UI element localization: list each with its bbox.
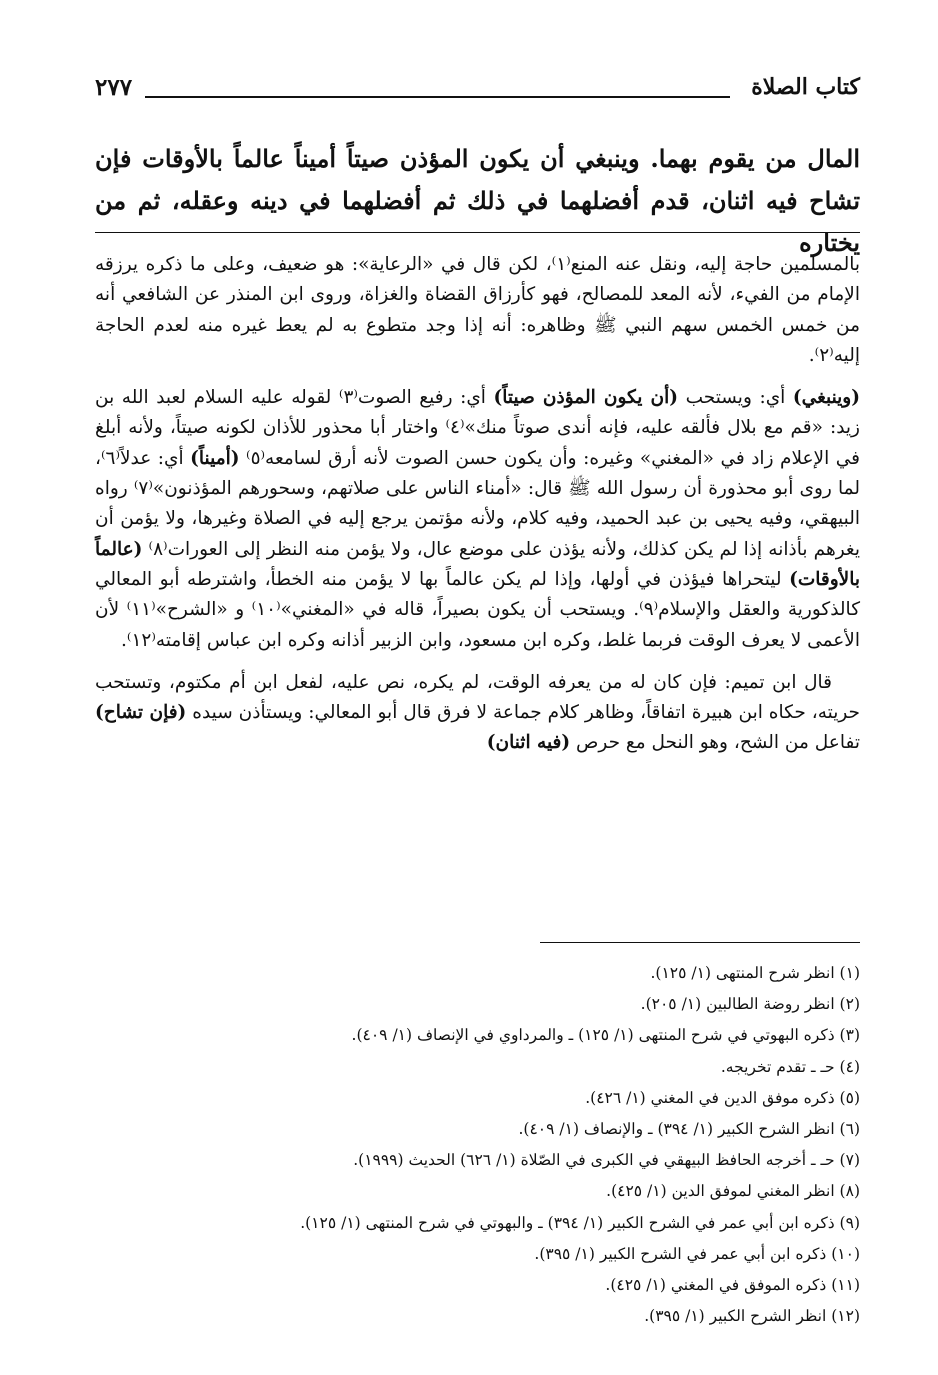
quoted-text: (فإن تشاح) [95, 702, 187, 724]
page-header [95, 70, 860, 110]
footnote: (١) انظر شرح المنتهى (١/ ١٢٥). [650, 964, 860, 982]
footnote: (٨) انظر المغني لموفق الدين (١/ ٤٢٥). [606, 1182, 860, 1201]
footnote: (٤) حـ ـ تقدم تخريجه. [720, 1057, 860, 1076]
footnotes [95, 958, 860, 1332]
main-text-line: تشاح فيه اثنان، قدم أفضلهما في ذلك ثم أفضلهما في دينه وعقله، ثم من يختاره [95, 186, 860, 257]
footnote: (٢) انظر روضة الطالبين (١/ ٢٠٥). [640, 995, 860, 1014]
commentary-paragraph: بالمسلمين حاجة إليه، ونقل عنه المنع⁽١⁾، لكن قال في «الرعاية»: هو ضعيف، وعلى ما ذكره يرزقه الإمام من الفيء، لأنه المعد للمصالح، فهو كأرزاق القضاة والغزاة، وروى ابن المنذر عن الشافعي أنه من خمس الخمس سهم النبي ﷺ وظاهره: أنه إذا وجد متطوع به لم يعط غيره منه لعدم الحاجة إليه⁽٢⁾. [95, 254, 861, 366]
footnote: (٦) انظر الشرح الكبير (١/ ٣٩٤) ـ والإنصاف (١/ ٤٠٩). [518, 1120, 860, 1139]
commentary-text: أي: عدلاً⁽٦⁾، لما روى أبو محذورة أن رسول الله ﷺ قال: «أمناء الناس على صلاتهم، وسحورهم المؤذنون»⁽٧⁾ رواه البيهقي، وفيه يحيى بن عبد الحميد، وفيه كلام، ولأنه مؤتمن يرجع إليه في الصلاة وغيرها، ولا يؤمن أن يغرهم بأذانه إذا لم يكن كذلك، ولأنه يؤذن على موضع عال، ولا يؤمن منه النظر إلى العورات⁽٨⁾ [95, 447, 861, 560]
quoted-text: (عالماً بالأوقات) [95, 538, 860, 590]
quoted-text: (أميناً) [190, 447, 240, 469]
footnote: (٩) ذكره ابن أبي عمر في الشرح الكبير (١/ ٣٩٤) ـ والبهوتي في شرح المنتهى (١/ ١٢٥). [300, 1213, 860, 1232]
commentary-text: ليتحراها فيؤذن في أولها، وإذا لم يكن عالماً بها لا يؤمن منه الخطأ، واشترطه أبو المعالي كالذكورية والعقل والإسلام⁽٩⁾. ويستحب أن يكون بصيراً، قاله في «المغني»⁽١٠⁾ و «الشرح»⁽١١⁾ لأن الأعمى لا يعرف الوقت فربما غلط، وكره ابن مسعود، وابن الزبير أذانه وكره ابن عباس إقامته⁽١٢⁾. [95, 568, 860, 651]
footnote: (٥) ذكره موفق الدين في المغني (١/ ٤٢٦). [585, 1088, 860, 1107]
commentary-text: أي: ويستحب [678, 387, 793, 409]
main-text-line: المال من يقوم بهما. وينبغي أن يكون المؤذن صيتاً أميناً عالماً بالأوقات فإن [95, 144, 860, 173]
footnote: (٣) ذكره البهوتي في شرح المنتهى (١/ ١٢٥) ـ والمرداوي في الإنصاف (١/ ٤٠٩). [351, 1026, 860, 1045]
quoted-text: (أن يكون المؤذن صيتاً) [493, 387, 679, 409]
commentary-text: أي: رفيع الصوت⁽٣⁾ لقوله عليه السلام لعبد الله بن زيد: «قم مع بلال فألقه عليه، فإنه أندى صوتاً منك»⁽٤⁾ واختار أبا محذور للأذان لكونه صيتاً، ولأنه أبلغ في الإعلام زاد في «المغني» وغيره: وأن يكون حسن الصوت لأنه أرق لسامعه⁽٥⁾ [95, 387, 860, 469]
quoted-text: (وينبغي) [792, 387, 860, 409]
commentary [95, 250, 860, 771]
footnote-divider [540, 942, 860, 943]
footnote: (١٠) ذكره ابن أبي عمر في الشرح الكبير (١/ ٣٩٥). [534, 1244, 860, 1263]
footnote: (٧) حـ ـ أخرجه الحافظ البيهقي في الكبرى في الصّلاة (١/ ٦٢٦) الحديث (١٩٩٩). [353, 1151, 860, 1170]
header-rule [145, 96, 730, 98]
commentary-text: تفاعل من الشح، وهو النحل مع حرص [570, 732, 860, 754]
quoted-text: (فيه اثنان) [486, 732, 571, 754]
commentary-divider [95, 232, 860, 233]
footnote: (١١) ذكره الموفق في المغني (١/ ٤٢٥). [605, 1276, 860, 1295]
commentary-paragraph [95, 383, 860, 656]
page-number: ٢٧٧ [95, 74, 133, 101]
commentary-text: قال ابن تميم: فإن كان له من يعرفه الوقت، لم يكره، نص عليه، لفعل ابن أم مكتوم، وتستحب حريته، حكاه ابن هبيرة اتفاقاً، وظاهر كلام جماعة لا فرق قال أبو المعالي: ويستأذن سيده [95, 671, 860, 724]
book-title: كتاب الصلاة [751, 74, 860, 100]
main-text [95, 138, 860, 264]
commentary-paragraph [95, 668, 860, 759]
footnote: (١٢) انظر الشرح الكبير (١/ ٣٩٥). [644, 1307, 860, 1326]
